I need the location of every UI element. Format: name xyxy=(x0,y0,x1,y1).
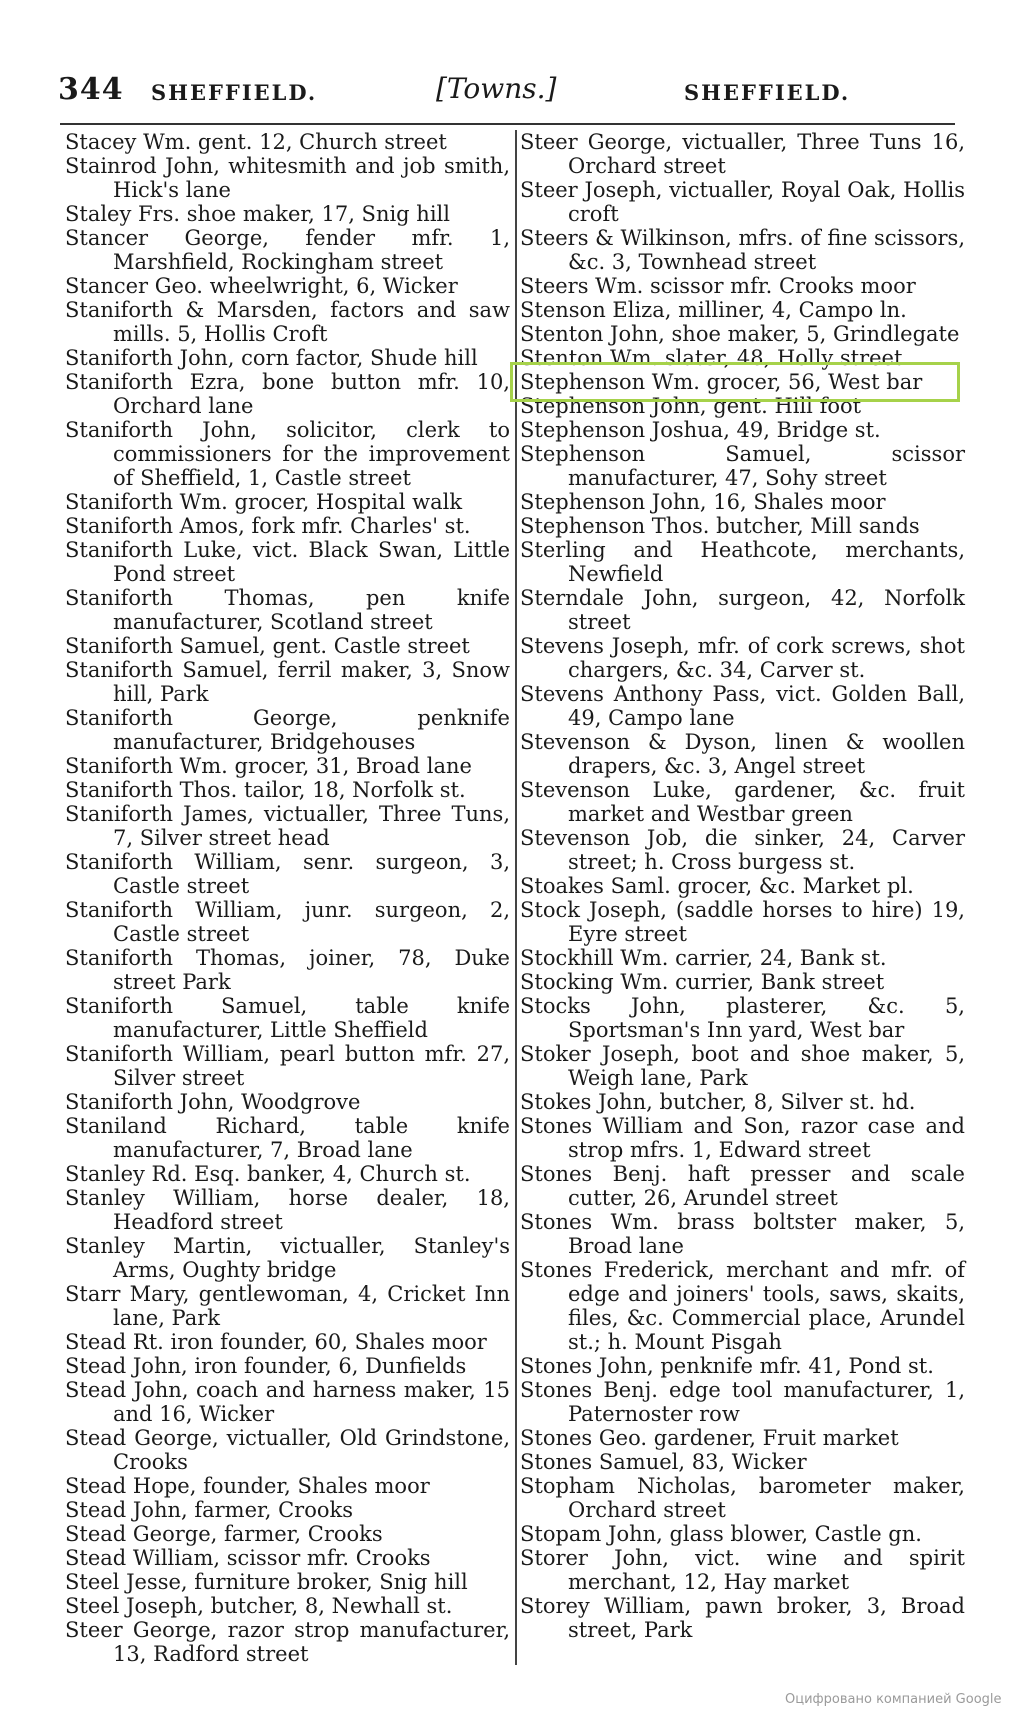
directory-entry: Steel Jesse, furniture broker, Snig hill xyxy=(65,1570,468,1594)
directory-entry: Stanley Martin, victualler, Stanley's Arms, Oughty bridge xyxy=(65,1234,510,1282)
right-column xyxy=(515,130,970,1642)
directory-entry: Staniforth William, junr. surgeon, 2, Castle street xyxy=(65,898,510,946)
header-rule xyxy=(60,123,955,125)
running-head-left: SHEFFIELD. xyxy=(151,80,318,105)
directory-entry: Staniforth Samuel, table knife manufacturer, Little Sheffield xyxy=(65,994,510,1042)
directory-entry: Steel Joseph, butcher, 8, Newhall st. xyxy=(65,1594,453,1618)
directory-entry: Stocks John, plasterer, &c. 5, Sportsman's Inn yard, West bar xyxy=(520,994,965,1042)
directory-entry: Stones John, penknife mfr. 41, Pond st. xyxy=(520,1354,934,1378)
directory-entry: Stones Benj. edge tool manufacturer, 1, Paternoster row xyxy=(520,1378,965,1426)
directory-entry: Stevenson Luke, gardener, &c. fruit market and Westbar green xyxy=(520,778,965,826)
directory-entry: Staniforth Thomas, pen knife manufacturer, Scotland street xyxy=(65,586,510,634)
directory-entry: Stainrod John, whitesmith and job smith, Hick's lane xyxy=(65,154,510,202)
directory-entry: Staniforth Wm. grocer, Hospital walk xyxy=(65,490,463,514)
directory-entry: Stephenson John, gent. Hill foot xyxy=(520,394,862,418)
directory-entry: Storey William, pawn broker, 3, Broad street, Park xyxy=(520,1594,965,1642)
directory-entry: Staniforth John, solicitor, clerk to commissioners for the improvement of Sheffield, 1, Castle street xyxy=(65,418,510,490)
directory-entry: Stocking Wm. currier, Bank street xyxy=(520,970,885,994)
directory-entry: Stenson Eliza, milliner, 4, Campo ln. xyxy=(520,298,907,322)
directory-entry: Staniforth Luke, vict. Black Swan, Little Pond street xyxy=(65,538,510,586)
directory-entry: Stead George, farmer, Crooks xyxy=(65,1522,383,1546)
running-head-right: SHEFFIELD. xyxy=(684,80,851,105)
directory-entry: Staniforth John, Woodgrove xyxy=(65,1090,361,1114)
google-watermark: Оцифровано компанией Google xyxy=(785,1692,1002,1707)
directory-entry: Stanley William, horse dealer, 18, Headford street xyxy=(65,1186,510,1234)
directory-entry: Staniforth James, victualler, Three Tuns, 7, Silver street head xyxy=(65,802,510,850)
directory-entry: Staniforth & Marsden, factors and saw mills. 5, Hollis Croft xyxy=(65,298,510,346)
directory-entry: Stones Benj. haft presser and scale cutter, 26, Arundel street xyxy=(520,1162,965,1210)
directory-entry: Stopham Nicholas, barometer maker, Orchard street xyxy=(520,1474,965,1522)
directory-entry: Starr Mary, gentlewoman, 4, Cricket Inn lane, Park xyxy=(65,1282,510,1330)
directory-entry: Stead John, farmer, Crooks xyxy=(65,1498,354,1522)
directory-entry: Stones Wm. brass boltster maker, 5, Broad lane xyxy=(520,1210,965,1258)
directory-entry: Stead Rt. iron founder, 60, Shales moor xyxy=(65,1330,487,1354)
directory-entry: Stead William, scissor mfr. Crooks xyxy=(65,1546,431,1570)
directory-entry: Staniforth William, senr. surgeon, 3, Castle street xyxy=(65,850,510,898)
directory-entry: Stephenson John, 16, Shales moor xyxy=(520,490,886,514)
section-title: [Towns.] xyxy=(436,72,557,105)
directory-entry: Stoker Joseph, boot and shoe maker, 5, Weigh lane, Park xyxy=(520,1042,965,1090)
directory-entry: Stevenson & Dyson, linen & woollen drapers, &c. 3, Angel street xyxy=(520,730,965,778)
directory-entry: Stancer George, fender mfr. 1, Marshfield, Rockingham street xyxy=(65,226,510,274)
directory-entry: Stead John, iron founder, 6, Dunfields xyxy=(65,1354,467,1378)
directory-entry: Stephenson Thos. butcher, Mill sands xyxy=(520,514,920,538)
directory-entry: Stones Samuel, 83, Wicker xyxy=(520,1450,807,1474)
directory-entry: Stones William and Son, razor case and strop mfrs. 1, Edward street xyxy=(520,1114,965,1162)
highlight-box xyxy=(510,362,960,402)
page-header xyxy=(56,72,956,112)
directory-entry: Staniland Richard, table knife manufacturer, 7, Broad lane xyxy=(65,1114,510,1162)
directory-entry: Staniforth John, corn factor, Shude hill xyxy=(65,346,478,370)
directory-entry: Staniforth Thomas, joiner, 78, Duke street Park xyxy=(65,946,510,994)
directory-entry: Staniforth Ezra, bone button mfr. 10, Orchard lane xyxy=(65,370,510,418)
directory-entry: Stones Geo. gardener, Fruit market xyxy=(520,1426,899,1450)
directory-entry: Steers & Wilkinson, mfrs. of fine scissors, &c. 3, Townhead street xyxy=(520,226,965,274)
page-number: 344 xyxy=(58,72,124,107)
directory-entry: Stenton John, shoe maker, 5, Grindlegate xyxy=(520,322,960,346)
directory-entry: Stones Frederick, merchant and mfr. of edge and joiners' tools, saws, skaits, files, &c. Commercial place, Arundel st.; h. Mount Pisgah xyxy=(520,1258,965,1354)
directory-entry: Stephenson Samuel, scissor manufacturer, 47, Sohy street xyxy=(520,442,965,490)
directory-entry: Staniforth George, penknife manufacturer, Bridgehouses xyxy=(65,706,510,754)
directory-entry: Steer George, razor strop manufacturer, 13, Radford street xyxy=(65,1618,510,1666)
directory-entry: Stacey Wm. gent. 12, Church street xyxy=(65,130,447,154)
directory-entry: Staniforth Thos. tailor, 18, Norfolk st. xyxy=(65,778,466,802)
directory-entry: Sterndale John, surgeon, 42, Norfolk street xyxy=(520,586,965,634)
directory-entry: Sterling and Heathcote, merchants, Newfield xyxy=(520,538,965,586)
directory-entry: Stancer Geo. wheelwright, 6, Wicker xyxy=(65,274,458,298)
directory-entry: Staniforth Samuel, gent. Castle street xyxy=(65,634,470,658)
directory-entry: Stead George, victualler, Old Grindstone, Crooks xyxy=(65,1426,510,1474)
directory-entry: Stockhill Wm. carrier, 24, Bank st. xyxy=(520,946,887,970)
directory-entry: Stoakes Saml. grocer, &c. Market pl. xyxy=(520,874,914,898)
directory-entry: Stephenson Joshua, 49, Bridge st. xyxy=(520,418,881,442)
directory-entry: Staley Frs. shoe maker, 17, Snig hill xyxy=(65,202,450,226)
directory-entry: Steer Joseph, victualler, Royal Oak, Hollis croft xyxy=(520,178,965,226)
directory-entry: Stopam John, glass blower, Castle gn. xyxy=(520,1522,922,1546)
directory-entry: Stenton Wm. slater, 48, Holly street xyxy=(520,346,903,370)
directory-entry: Stock Joseph, (saddle horses to hire) 19, Eyre street xyxy=(520,898,965,946)
directory-entry: Storer John, vict. wine and spirit merchant, 12, Hay market xyxy=(520,1546,965,1594)
directory-entry: Staniforth Wm. grocer, 31, Broad lane xyxy=(65,754,472,778)
directory-entry: Stevens Joseph, mfr. of cork screws, shot chargers, &c. 34, Carver st. xyxy=(520,634,965,682)
directory-entry: Staniforth William, pearl button mfr. 27, Silver street xyxy=(65,1042,510,1090)
directory-entry: Stead Hope, founder, Shales moor xyxy=(65,1474,430,1498)
directory-entry: Steer George, victualler, Three Tuns 16, Orchard street xyxy=(520,130,965,178)
left-column xyxy=(60,130,515,1666)
directory-entry: Stanley Rd. Esq. banker, 4, Church st. xyxy=(65,1162,471,1186)
directory-entry: Staniforth Amos, fork mfr. Charles' st. xyxy=(65,514,471,538)
directory-entry: Steers Wm. scissor mfr. Crooks moor xyxy=(520,274,916,298)
directory-entry: Stead John, coach and harness maker, 15 and 16, Wicker xyxy=(65,1378,510,1426)
directory-entry: Stokes John, butcher, 8, Silver st. hd. xyxy=(520,1090,916,1114)
directory-entry: Stephenson Wm. grocer, 56, West bar xyxy=(520,370,923,394)
directory-entry: Staniforth Samuel, ferril maker, 3, Snow hill, Park xyxy=(65,658,510,706)
directory-entry: Stevens Anthony Pass, vict. Golden Ball, 49, Campo lane xyxy=(520,682,965,730)
directory-entry: Stevenson Job, die sinker, 24, Carver street; h. Cross burgess st. xyxy=(520,826,965,874)
